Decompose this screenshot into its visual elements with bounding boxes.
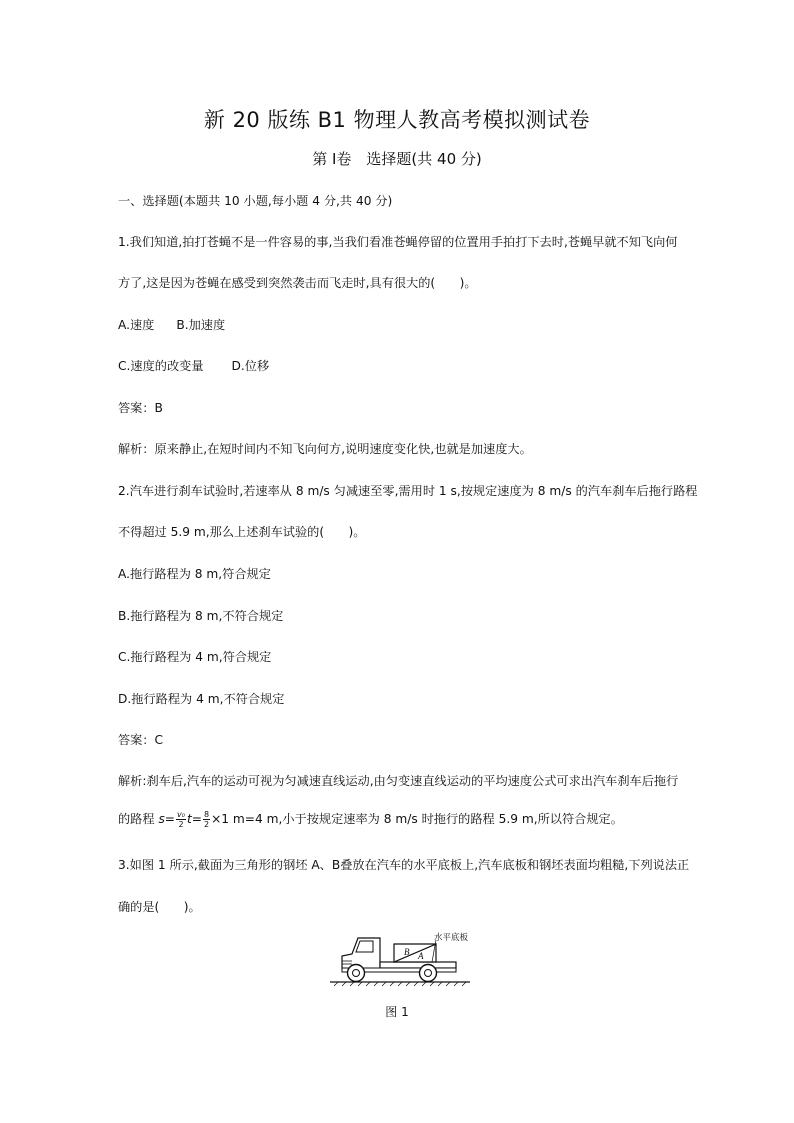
q2-option-b: B.拖行路程为 8 m,不符合规定 xyxy=(118,609,284,623)
q2-option-c: C.拖行路程为 4 m,符合规定 xyxy=(118,650,272,664)
label-a: A xyxy=(418,951,424,961)
label-floor: 水平底板 xyxy=(434,932,469,942)
formula-numerator-v0: v₀ xyxy=(177,810,185,819)
q2-analysis-prefix: 的路程 xyxy=(118,812,159,826)
q3-stem-line1: 3.如图 1 所示,截面为三角形的钢坯 A、B叠放在汽车的水平底板上,汽车底板和钢坯表面均粗糙,下列说法正 xyxy=(118,858,690,872)
formula-denominator-2: 2 xyxy=(178,820,184,829)
q2-answer: 答案：C xyxy=(118,733,164,747)
q1-options-cd xyxy=(118,357,688,375)
q3-stem-line2: 确的是( )。 xyxy=(118,900,201,914)
q1-option-a: A.速度 xyxy=(118,318,155,332)
truck-figure xyxy=(328,928,478,990)
label-b: B xyxy=(404,947,410,957)
formula-t: t xyxy=(186,812,192,826)
q1-answer: 答案：B xyxy=(118,401,163,415)
document-title: 新 20 版练 B1 物理人教高考模拟测试卷 xyxy=(203,108,591,132)
q2-option-d: D.拖行路程为 4 m,不符合规定 xyxy=(118,692,285,706)
front-wheel xyxy=(348,965,365,982)
formula-s: s xyxy=(158,812,165,826)
formula-equals: = xyxy=(164,812,176,826)
truck-flatbed xyxy=(380,962,456,968)
q1-option-b: B.加速度 xyxy=(176,318,226,332)
section-heading: 一、选择题(本题共 10 小题,每小题 4 分,共 40 分) xyxy=(118,194,393,208)
section-subtitle: 第 I卷 选择题(共 40 分) xyxy=(312,150,482,168)
formula-numerator-8: 8 xyxy=(203,810,210,819)
formula-equals-2: = xyxy=(191,812,202,826)
q2-analysis-line1: 解析:刹车后,汽车的运动可视为匀减速直线运动,由匀变速直线运动的平均速度公式可求出汽车刹车后拖行 xyxy=(118,774,679,788)
q2-analysis-suffix: ×1 m=4 m,小于按规定速率为 8 m/s 时拖行的路程 5.9 m,所以符合规定。 xyxy=(211,812,623,826)
q2-stem-line2: 不得超过 5.9 m,那么上述刹车试验的( )。 xyxy=(118,525,366,539)
formula-fraction-v0-over-2 xyxy=(176,810,186,829)
rear-wheel xyxy=(420,965,437,982)
q1-option-c: C.速度的改变量 xyxy=(118,359,204,373)
q2-stem-line1: 2.汽车进行刹车试验时,若速率从 8 m/s 匀减速至零,需用时 1 s,按规定速度为 8 m/s 的汽车刹车后拖行路程 xyxy=(118,484,698,498)
q1-options-ab xyxy=(118,316,688,334)
q2-option-a: A.拖行路程为 8 m,符合规定 xyxy=(118,567,271,581)
q2-analysis-formula-line xyxy=(118,810,688,829)
figure-caption: 图 1 xyxy=(385,1005,409,1019)
formula-fraction-8-over-2 xyxy=(203,810,210,829)
q1-stem-line1: 1.我们知道,拍打苍蝇不是一件容易的事,当我们看准苍蝇停留的位置用手拍打下去时,苍蝇早就不知飞向何 xyxy=(118,235,678,249)
q1-option-d: D.位移 xyxy=(231,359,270,373)
q1-stem-line2: 方了,这是因为苍蝇在感受到突然袭击而飞走时,具有很大的( )。 xyxy=(118,276,477,290)
formula-denominator-2b: 2 xyxy=(203,820,210,829)
q1-analysis: 解析：原来静止,在短时间内不知飞向何方,说明速度变化快,也就是加速度大。 xyxy=(118,442,532,456)
